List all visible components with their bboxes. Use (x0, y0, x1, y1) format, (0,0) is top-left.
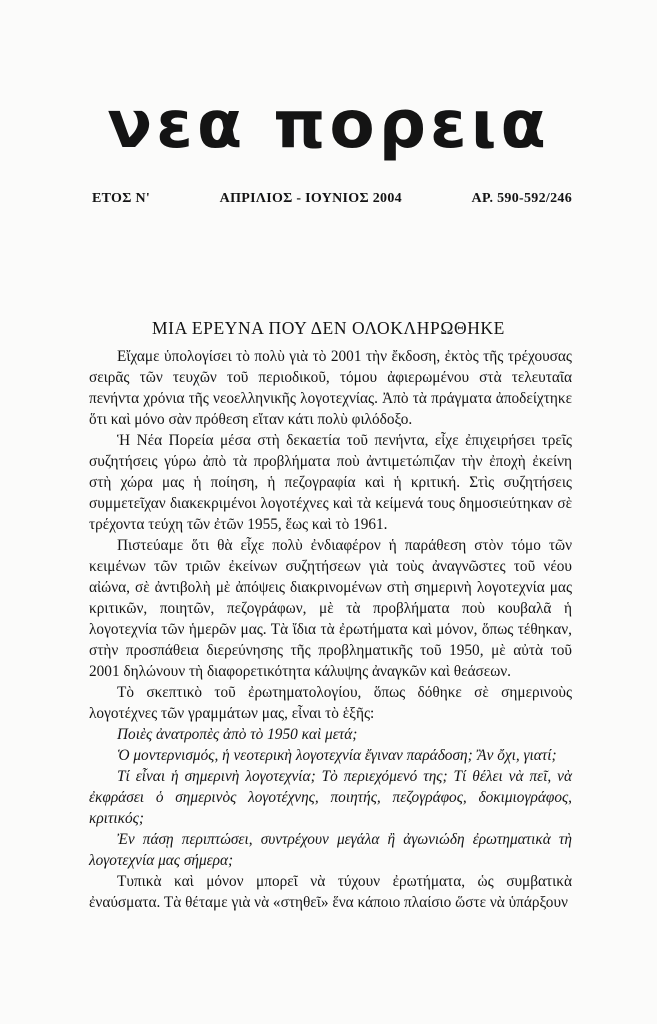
issue-info (92, 191, 572, 207)
paragraph: Τυπικὰ καὶ μόνον μπορεῖ νὰ τύχουν ἐρωτήματα, ὡς συμβατικὰ ἐναύσματα. Τὰ θέταμε γιὰ νὰ «στηθεῖ» ἕνα κάποιο πλαίσιο ὥστε νὰ ὑπάρξουν (89, 873, 572, 911)
magazine-masthead: νεα πορεια (107, 86, 550, 163)
question: Ὁ μοντερνισμός, ἡ νεοτερικὴ λογοτεχνία ἔγιναν παράδοση; Ἂν ὄχι, γιατί; (117, 747, 557, 764)
article-title: ΜΙΑ ΕΡΕΥΝΑ ΠΟΥ ΔΕΝ ΟΛΟΚΛΗΡΩΘΗΚΕ (152, 318, 505, 338)
paragraph: Εἴχαμε ὑπολογίσει τὸ πολὺ γιὰ τὸ 2001 τὴν ἔκδοση, ἐκτὸς τῆς τρέχουσας σειρᾶς τῶν τευχῶν τοῦ περιοδικοῦ, τόμου ἀφιερωμένου στὰ τελευταῖα πενήντα χρόνια τῆς νεοελληνικῆς λογοτεχνίας. Ἀπὸ τὰ πράγματα ἀποδείχτηκε ὅτι καὶ μόνο σὰν πρόθεση εἴταν κάτι πολὺ φιλόδοξο. (89, 348, 572, 428)
question: Τί εἶναι ἡ σημερινὴ λογοτεχνία; Τὸ περιεχόμενό της; Τί θέλει νὰ πεῖ, νὰ ἐκφράσει ὁ σημερινὸς λογοτέχνης, ποιητής, πεζογράφος, δοκιμιογράφος, κριτικός; (89, 768, 572, 827)
issue-date: ΑΠΡΙΛΙΟΣ - ΙΟΥΝΙΟΣ 2004 (219, 191, 402, 206)
question: Ἐν πάσῃ περιπτώσει, συντρέχουν μεγάλα ἢ ἀγωνιώδη ἐρωτηματικὰ τὴ λογοτεχνία μας σήμερα; (89, 831, 572, 869)
paragraph: Τὸ σκεπτικὸ τοῦ ἐρωτηματολογίου, ὅπως δόθηκε σὲ σημερινοὺς λογοτέχνες τῶν γραμμάτων μας, εἶναι τὸ ἑξῆς: (89, 684, 572, 722)
issue-year: ΕΤΟΣ Ν' (92, 191, 151, 206)
paragraph: Πιστεύαμε ὅτι θὰ εἶχε πολὺ ἐνδιαφέρον ἡ παράθεση στὸν τόμο τῶν κειμένων τῶν τριῶν ἐκείνων συζητήσεων γιὰ τοὺς ἀναγνῶστες τοῦ νέου αἰώνα, σὲ ἀντιβολὴ μὲ ἀπόψεις διακρινομένων στὴ σημερινὴ λογοτεχνία μας κριτικῶν, ποιητῶν, πεζογράφων, μὲ τὰ προβλήματα ποὺ κουβαλᾶ ἡ λογοτεχνία τῶν ἡμερῶν μας. Τὰ ἴδια τὰ ἐρωτήματα καὶ μόνον, ὅπως τέθηκαν, στὴν προσπάθεια διερεύνησης τῆς προβληματικῆς τοῦ 1950, μὲ αὐτὰ τοῦ 2001 δηλώνουν τὴ διαφορετικότητα κάλυψης ἀναγκῶν καὶ θεάσεων. (89, 537, 572, 680)
issue-number: ΑΡ. 590-592/246 (471, 191, 572, 206)
paragraph: Ἡ Νέα Πορεία μέσα στὴ δεκαετία τοῦ πενήντα, εἶχε ἐπιχειρήσει τρεῖς συζητήσεις γύρω ἀπὸ τὰ προβλήματα ποὺ ἀντιμετώπιζαν τὴν ἐποχὴ ἐκείνη στὴ χώρα μας ἡ ποίηση, ἡ πεζογραφία καὶ ἡ κριτική. Στὶς συζητήσεις συμμετεῖχαν διακεκριμένοι λογοτέχνες καὶ τὰ κείμενά τους δημοσιεύτηκαν σὲ τρέχοντα τεύχη τῶν ἐτῶν 1955, ἕως καὶ τὸ 1961. (89, 432, 572, 533)
question: Ποιὲς ἀνατροπὲς ἀπὸ τὸ 1950 καὶ μετά; (117, 726, 358, 743)
article-body (89, 346, 572, 913)
